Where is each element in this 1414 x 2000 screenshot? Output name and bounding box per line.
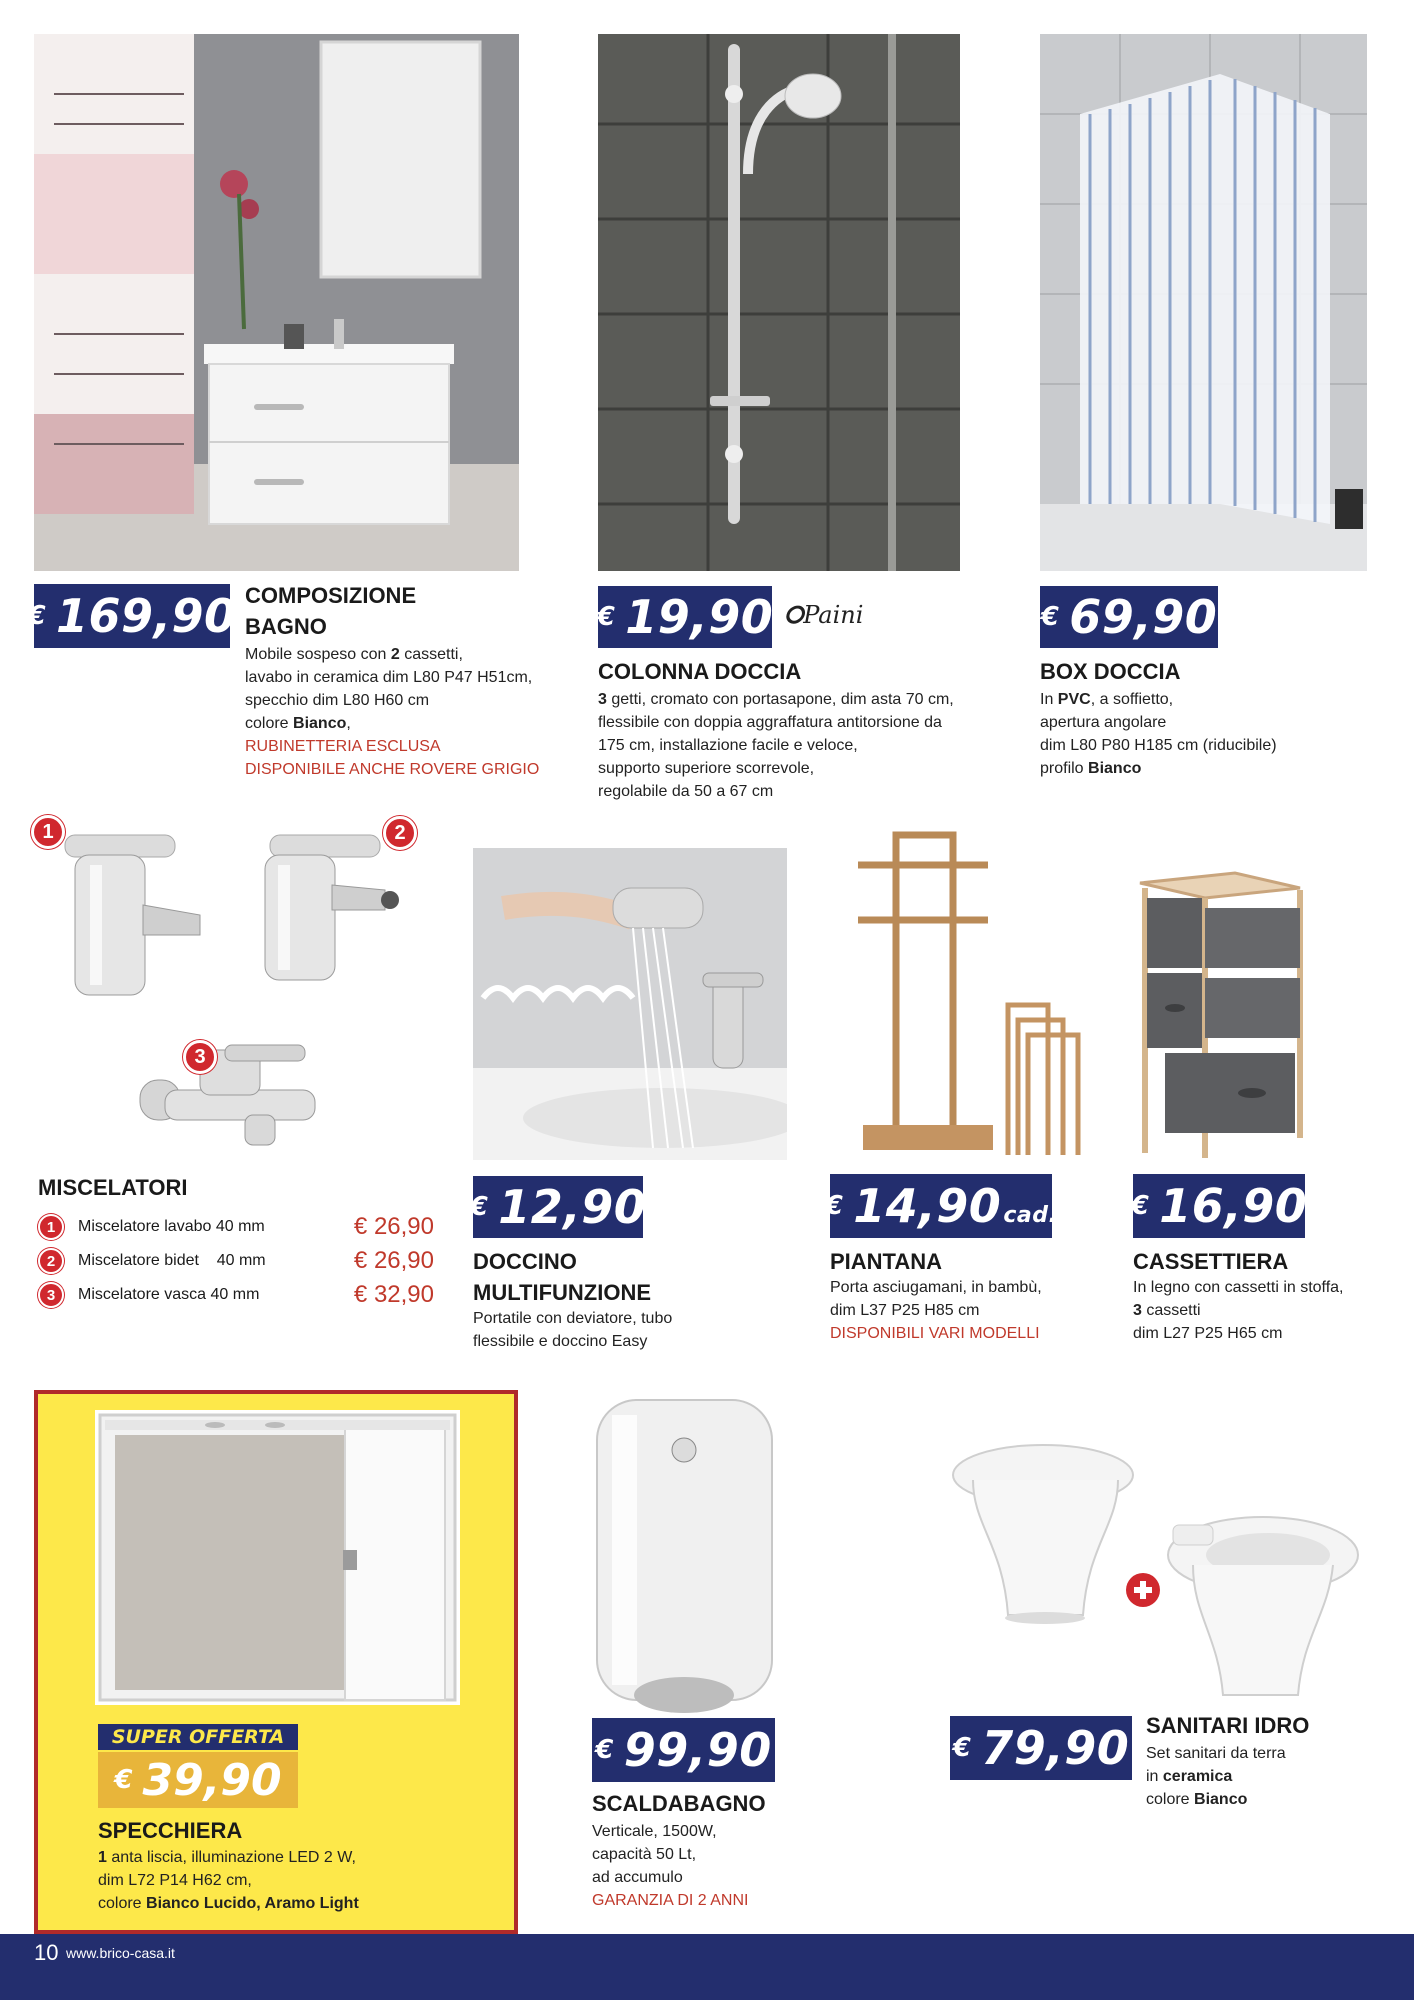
footer-bar bbox=[0, 1934, 1414, 2000]
doccino-description: Portatile con deviatore, tubo flessibile e doccino Easy bbox=[473, 1310, 673, 1350]
mixer-row-3-badge: 3 bbox=[38, 1282, 64, 1308]
doccino-title: DOCCINO MULTIFUNZIONE bbox=[473, 1249, 652, 1305]
colonna-doccia-price: € 19,90 bbox=[598, 586, 772, 648]
piantana-description: Porta asciugamani, in bambù, dim L37 P25 H85 cm DISPONIBILI VARI MODELLI bbox=[830, 1276, 1090, 1345]
composizione-bagno-note-1: RUBINETTERIA ESCLUSA bbox=[245, 738, 441, 755]
scaldabagno-note: GARANZIA DI 2 ANNI bbox=[592, 1892, 749, 1909]
mixer-badge-1: 1 bbox=[31, 815, 65, 849]
mixer-row-1: 1 Miscelatore lavabo 40 mm € 26,90 bbox=[38, 1212, 434, 1242]
box-doccia-description: In PVC, a soffietto, apertura angolare dim L80 P80 H185 cm (riducibile) profilo Bianco bbox=[1040, 691, 1277, 777]
miscelatori-title: MISCELATORI bbox=[38, 1175, 188, 1200]
sanitary-set-photo bbox=[948, 1435, 1368, 1705]
cassettiera-description: In legno con cassetti in stoffa, 3 cassetti dim L27 P25 H65 cm bbox=[1133, 1279, 1344, 1342]
colonna-doccia-description: 3 getti, cromato con portasapone, dim asta 70 cm, flessibile con doppia aggraffatura antitorsione da 175 cm, installazione facile e veloce, supporto superiore scorrevole, regolabile da 50 a 67 cm bbox=[598, 691, 954, 800]
sanitari-description: Set sanitari da terra in ceramica colore Bianco bbox=[1146, 1745, 1286, 1808]
composizione-bagno-note-2: DISPONIBILE ANCHE ROVERE GRIGIO bbox=[245, 761, 540, 778]
specchiera-price: € 39,90 bbox=[98, 1752, 298, 1808]
specchiera-description: 1 anta liscia, illuminazione LED 2 W, dim L72 P14 H62 cm, colore Bianco Lucido, Aramo Light bbox=[98, 1849, 359, 1912]
mirror-cabinet-photo bbox=[95, 1410, 460, 1705]
composizione-bagno-price: € 169,90 bbox=[34, 584, 230, 648]
composizione-bagno-description: Mobile sospeso con 2 cassetti, lavabo in ceramica dim L80 P47 H51cm, specchio dim L80 H60 cm colore Bianco, RUBINETTERIA ESCLUSA DISPONIBILE ANCHE ROVERE GRIGIO bbox=[245, 643, 575, 781]
piantana-price: € 14,90 cad. bbox=[830, 1174, 1052, 1238]
bathroom-composition-photo bbox=[34, 34, 519, 571]
bath-mixer-photo bbox=[135, 1040, 335, 1150]
scaldabagno-price: € 99,90 bbox=[592, 1718, 775, 1782]
colonna-doccia-title: COLONNA DOCCIA bbox=[598, 659, 802, 684]
drawer-unit-photo bbox=[1135, 868, 1320, 1160]
mixer-badge-3: 3 bbox=[183, 1040, 217, 1074]
mixer-row-2-badge: 2 bbox=[38, 1248, 64, 1274]
cassettiera-price: € 16,90 bbox=[1133, 1174, 1305, 1238]
composizione-bagno-title: COMPOSIZIONE BAGNO bbox=[245, 583, 417, 639]
page-number: 10 bbox=[34, 1940, 59, 1965]
doccino-price: € 12,90 bbox=[473, 1176, 643, 1238]
mixer-row-2: 2 Miscelatore bidet 40 mm € 26,90 bbox=[38, 1246, 434, 1276]
website-link[interactable]: www.brico-casa.it bbox=[66, 1945, 175, 1961]
mixer-row-1-badge: 1 bbox=[38, 1214, 64, 1240]
piantana-title: PIANTANA bbox=[830, 1249, 943, 1274]
cassettiera-title: CASSETTIERA bbox=[1133, 1249, 1289, 1274]
paini-logo-icon: ⭘ bbox=[784, 600, 804, 629]
scaldabagno-title: SCALDABAGNO bbox=[592, 1791, 766, 1816]
paini-brand-logo: ⭘Paini bbox=[784, 600, 864, 629]
water-heater-photo bbox=[592, 1395, 777, 1725]
box-doccia-price: € 69,90 bbox=[1040, 586, 1218, 648]
box-doccia-title: BOX DOCCIA bbox=[1040, 659, 1181, 684]
scaldabagno-description: Verticale, 1500W, capacità 50 Lt, ad accumulo GARANZIA DI 2 ANNI bbox=[592, 1820, 832, 1912]
specchiera-title: SPECCHIERA bbox=[98, 1818, 243, 1843]
sanitari-title: SANITARI IDRO bbox=[1146, 1713, 1310, 1738]
shower-column-photo bbox=[598, 34, 960, 571]
mixer-row-3: 3 Miscelatore vasca 40 mm € 32,90 bbox=[38, 1280, 434, 1310]
towel-stand-photo bbox=[838, 825, 1098, 1160]
basin-mixer-photo bbox=[55, 825, 215, 1000]
piantana-note: DISPONIBILI VARI MODELLI bbox=[830, 1325, 1040, 1342]
sanitari-price: € 79,90 bbox=[950, 1716, 1132, 1780]
mixer-badge-2: 2 bbox=[383, 816, 417, 850]
super-offer-label: SUPER OFFERTA bbox=[98, 1724, 298, 1750]
handheld-shower-photo bbox=[473, 848, 787, 1160]
shower-box-photo bbox=[1040, 34, 1367, 571]
